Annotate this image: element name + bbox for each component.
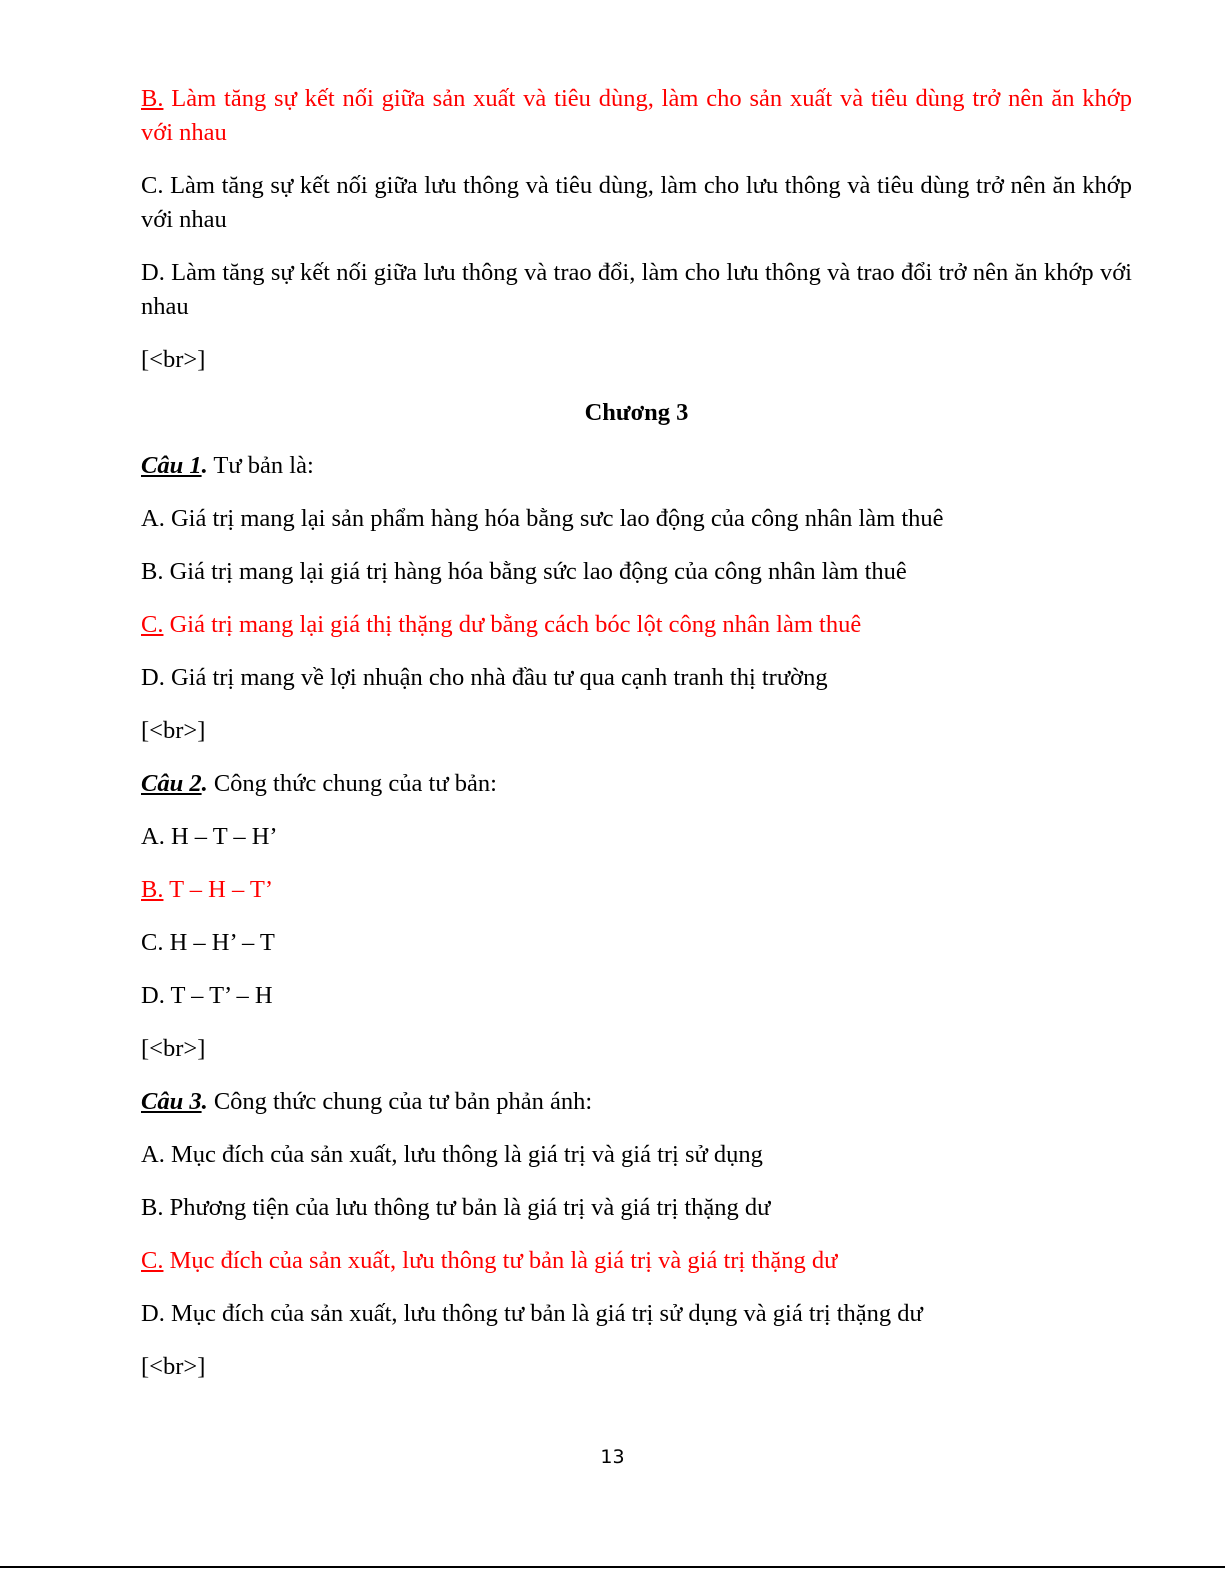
prev-option-c: C. Làm tăng sự kết nối giữa lưu thông và tiêu dùng, làm cho lưu thông và tiêu dùng trở nên ăn khớp với nhau	[141, 172, 1132, 233]
q2-option-b-correct	[141, 873, 1132, 907]
option-text: Mục đích của sản xuất, lưu thông tư bản là giá trị và giá trị thặng dư	[163, 1247, 838, 1274]
option-letter: C.	[141, 1247, 164, 1274]
question-text: Tư bản là:	[207, 452, 314, 479]
question-text: Công thức chung của tư bản:	[207, 770, 497, 797]
option-text: Giá trị mang lại giá thị thặng dư bằng cách bóc lột công nhân làm thuê	[163, 611, 862, 638]
q1-option-d: D. Giá trị mang về lợi nhuận cho nhà đầu tư qua cạnh tranh thị trường	[141, 664, 828, 691]
question-label: Câu 3	[141, 1088, 202, 1115]
q2-option-d: D. T – T’ – H	[141, 982, 273, 1009]
chapter-title: Chương 3	[584, 399, 689, 426]
option-text: Làm tăng sự kết nối giữa sản xuất và tiêu dùng, làm cho sản xuất và tiêu dùng trở nên ăn khớp với nhau	[141, 85, 1132, 146]
q1-option-c-correct	[141, 608, 1132, 642]
q3-option-c-correct	[141, 1244, 1132, 1278]
q2-option-c: C. H – H’ – T	[141, 929, 275, 956]
q3-option-b: B. Phương tiện của lưu thông tư bản là giá trị và giá trị thặng dư	[141, 1194, 771, 1221]
question-dot: .	[201, 770, 208, 797]
question-text: Công thức chung của tư bản phản ánh:	[207, 1088, 593, 1115]
option-letter: B.	[141, 85, 164, 112]
page-number: 13	[600, 1446, 625, 1468]
question-dot: .	[201, 1088, 208, 1115]
break-marker: [<br>]	[141, 346, 206, 373]
option-letter: C.	[141, 611, 164, 638]
question-2	[141, 767, 1132, 801]
q3-option-d: D. Mục đích của sản xuất, lưu thông tư bản là giá trị sử dụng và giá trị thặng dư	[141, 1300, 923, 1327]
document-page	[141, 82, 1132, 1403]
question-label: Câu 2	[141, 770, 202, 797]
q2-option-a: A. H – T – H’	[141, 823, 278, 850]
question-dot: .	[201, 452, 208, 479]
q3-option-a: A. Mục đích của sản xuất, lưu thông là giá trị và giá trị sử dụng	[141, 1141, 763, 1168]
q1-option-b: B. Giá trị mang lại giá trị hàng hóa bằng sức lao động của công nhân làm thuê	[141, 558, 907, 585]
page-bottom-divider	[0, 1566, 1225, 1568]
question-label: Câu 1	[141, 452, 202, 479]
break-marker: [<br>]	[141, 717, 206, 744]
question-3	[141, 1085, 1132, 1119]
break-marker: [<br>]	[141, 1035, 206, 1062]
prev-option-d: D. Làm tăng sự kết nối giữa lưu thông và trao đổi, làm cho lưu thông và trao đổi trở nên ăn khớp với nhau	[141, 259, 1132, 320]
prev-option-b-correct	[141, 82, 1132, 150]
question-1	[141, 449, 1132, 483]
option-letter: B.	[141, 876, 164, 903]
break-marker: [<br>]	[141, 1353, 206, 1380]
q1-option-a: A. Giá trị mang lại sản phẩm hàng hóa bằng sưc lao động của công nhân làm thuê	[141, 505, 944, 532]
option-text: T – H – T’	[163, 876, 274, 903]
